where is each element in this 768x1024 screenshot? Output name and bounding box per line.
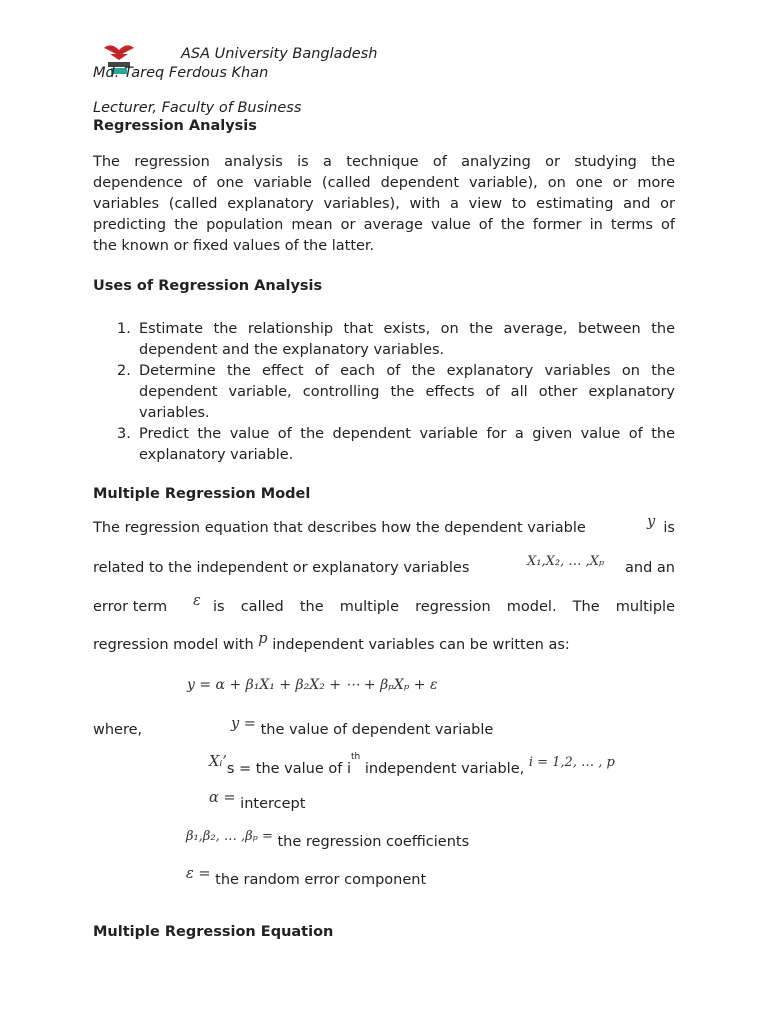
section-title-multiple-regression-equation: Multiple Regression Equation xyxy=(93,924,334,940)
math-i-range: i = 1,2, … , p xyxy=(528,754,615,770)
definition-y xyxy=(231,716,494,738)
list-item xyxy=(117,424,675,466)
model-text-end: is called the multiple regression model. The multiple xyxy=(213,599,675,615)
list-line: Predict the value of the dependent variable for a given value of the xyxy=(139,426,675,442)
definition-xi xyxy=(209,752,615,777)
model-text: independent variables can be written as: xyxy=(272,637,570,653)
definition-alpha xyxy=(209,790,306,812)
list-number: 3. xyxy=(117,426,131,442)
model-text: The regression equation that describes how the dependent variable xyxy=(93,520,586,536)
definition-text: the random error component xyxy=(215,872,427,888)
list-line: dependent variable, controlling the effects of all other explanatory xyxy=(139,384,675,400)
paragraph-line: predicting the population mean or average value of the former in terms of xyxy=(93,217,675,233)
paragraph-line: the known or fixed values of the latter. xyxy=(93,238,375,254)
model-line-2 xyxy=(93,554,675,576)
math-y-equals: y = xyxy=(231,716,256,732)
math-p: p xyxy=(258,631,268,647)
list-item xyxy=(117,319,675,361)
definition-text: independent variable, xyxy=(360,760,525,777)
math-alpha-equals: α = xyxy=(209,790,236,806)
list-item xyxy=(117,361,675,424)
model-line-1 xyxy=(93,514,675,536)
list-number: 2. xyxy=(117,363,131,379)
model-text: error term xyxy=(93,599,168,615)
model-text: regression model with xyxy=(93,637,254,653)
superscript-th: th xyxy=(351,752,361,762)
author-position: Lecturer, Faculty of Business xyxy=(93,100,302,116)
regression-equation: y = α + β₁X₁ + β₂X₂ + ⋯ + βₚXₚ + ε xyxy=(187,677,438,693)
list-line: Determine the effect of each of the explanatory variables on the xyxy=(139,363,675,379)
paragraph-line: dependence of one variable (called dependent variable), on one or more xyxy=(93,175,675,191)
definition-text: s = the value of i xyxy=(226,760,352,777)
definition-text: intercept xyxy=(240,796,306,812)
university-name: ASA University Bangladesh xyxy=(181,46,378,62)
author-name: Md. Tareq Ferdous Khan xyxy=(93,65,269,81)
list-line: explanatory variable. xyxy=(139,447,294,463)
section-title-regression-analysis: Regression Analysis xyxy=(93,118,257,134)
model-text-end: is xyxy=(663,520,675,536)
list-line: variables. xyxy=(139,405,210,421)
model-text-end: and an xyxy=(625,560,675,576)
model-line-4 xyxy=(93,631,675,653)
model-line-3 xyxy=(93,593,675,615)
where-label: where, xyxy=(93,722,143,738)
definition-text: the regression coefficients xyxy=(277,834,470,850)
uses-list xyxy=(117,319,675,466)
paragraph-line: variables (called explanatory variables), with a view to estimating and or xyxy=(93,196,675,212)
definition-epsilon xyxy=(186,866,427,888)
section-title-uses: Uses of Regression Analysis xyxy=(93,278,323,294)
math-xi: Xᵢ’ xyxy=(209,753,227,770)
definition-beta xyxy=(186,828,470,850)
math-epsilon: ε xyxy=(193,593,201,609)
model-text: related to the independent or explanatory variables xyxy=(93,560,470,576)
list-number: 1. xyxy=(117,321,131,337)
section-title-multiple-regression-model: Multiple Regression Model xyxy=(93,486,311,502)
math-beta-equals: β₁,β₂, … ,βₚ = xyxy=(186,829,273,844)
math-epsilon-equals: ε = xyxy=(186,866,211,882)
list-line: Estimate the relationship that exists, on the average, between the xyxy=(139,321,675,337)
math-y: y xyxy=(647,514,656,530)
definition-text: the value of dependent variable xyxy=(260,722,494,738)
list-line: dependent and the explanatory variables. xyxy=(139,342,445,358)
math-x-variables: X₁,X₂, … ,Xₚ xyxy=(527,554,605,569)
paragraph-line: The regression analysis is a technique of analyzing or studying the xyxy=(93,154,675,170)
regression-paragraph xyxy=(93,152,675,257)
